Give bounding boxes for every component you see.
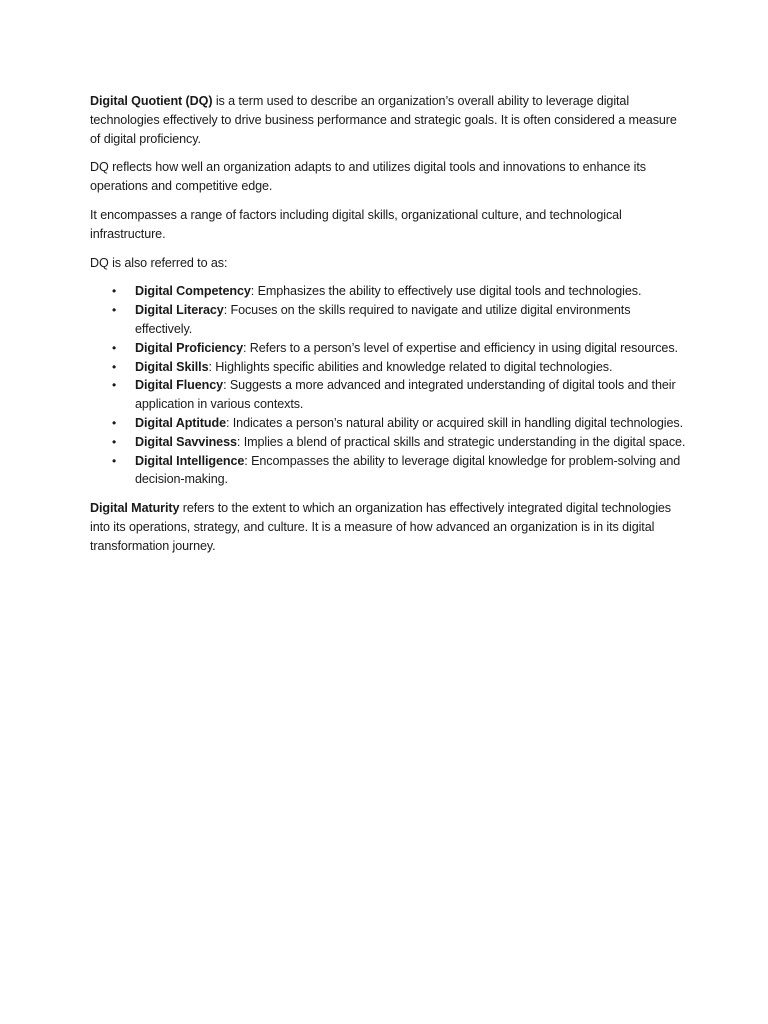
list-item-term: Digital Intelligence — [135, 453, 245, 468]
list-item-text: : Encompasses the ability to leverage digital knowledge for problem-solving and decision-making. — [135, 453, 681, 487]
list-item — [90, 282, 690, 301]
list-item — [90, 414, 690, 433]
bullet-icon: • — [112, 453, 117, 468]
intro-paragraph — [90, 92, 690, 148]
bullet-icon: • — [112, 434, 117, 449]
list-item — [90, 452, 690, 490]
bullet-icon: • — [112, 415, 117, 430]
list-item-term: Digital Skills — [135, 359, 209, 374]
bullet-icon: • — [112, 303, 117, 318]
document-page — [90, 92, 690, 566]
list-item — [90, 358, 690, 377]
intro-text: is a term used to describe an organization’s overall ability to leverage digital technologies effectively to drive business performance and strategic goals. It is often considered a measure of digital proficiency. — [90, 94, 677, 146]
bullet-icon: • — [112, 340, 117, 355]
list-item-term: Digital Competency — [135, 284, 251, 299]
list-item-text: : Highlights specific abilities and knowledge related to digital technologies. — [208, 359, 613, 374]
adaptation-paragraph: DQ reflects how well an organization adapts to and utilizes digital tools and innovations to enhance its operations and competitive edge. — [90, 160, 646, 194]
maturity-text: refers to the extent to which an organization has effectively integrated digital technologies into its operations, strategy, and culture. It is a measure of how advanced an organization is in its digital transformation journey. — [90, 501, 672, 553]
maturity-term: Digital Maturity — [90, 501, 180, 516]
list-item-text: : Emphasizes the ability to effectively use digital tools and technologies. — [250, 284, 642, 299]
list-item-term: Digital Literacy — [135, 303, 224, 318]
list-item-text: : Suggests a more advanced and integrated understanding of digital tools and their application in various contexts. — [135, 378, 676, 412]
bullet-icon: • — [112, 378, 117, 393]
list-item-text: : Focuses on the skills required to navigate and utilize digital environments effectively. — [135, 303, 631, 336]
aliases-intro-paragraph: DQ is also referred to as: — [90, 255, 228, 270]
list-item-text: : Implies a blend of practical skills and strategic understanding in the digital space. — [236, 434, 686, 449]
list-item-term: Digital Proficiency — [135, 340, 243, 355]
list-item-text: : Indicates a person’s natural ability or acquired skill in handling digital technologies. — [225, 415, 683, 430]
list-item — [90, 339, 690, 358]
intro-term: Digital Quotient (DQ) — [90, 94, 213, 108]
factors-paragraph: It encompasses a range of factors including digital skills, organizational culture, and technological infrastructure. — [90, 207, 622, 241]
bullet-icon: • — [112, 284, 117, 299]
aliases-list — [90, 282, 690, 489]
list-item-term: Digital Aptitude — [135, 415, 226, 430]
list-item — [90, 433, 690, 452]
bullet-icon: • — [112, 359, 117, 374]
list-item — [90, 301, 690, 339]
list-item-term: Digital Fluency — [135, 378, 224, 393]
list-item-term: Digital Savviness — [135, 434, 237, 449]
list-item — [90, 376, 690, 414]
maturity-paragraph — [90, 499, 690, 555]
list-item-text: : Refers to a person’s level of expertise and efficiency in using digital resources. — [242, 340, 678, 355]
